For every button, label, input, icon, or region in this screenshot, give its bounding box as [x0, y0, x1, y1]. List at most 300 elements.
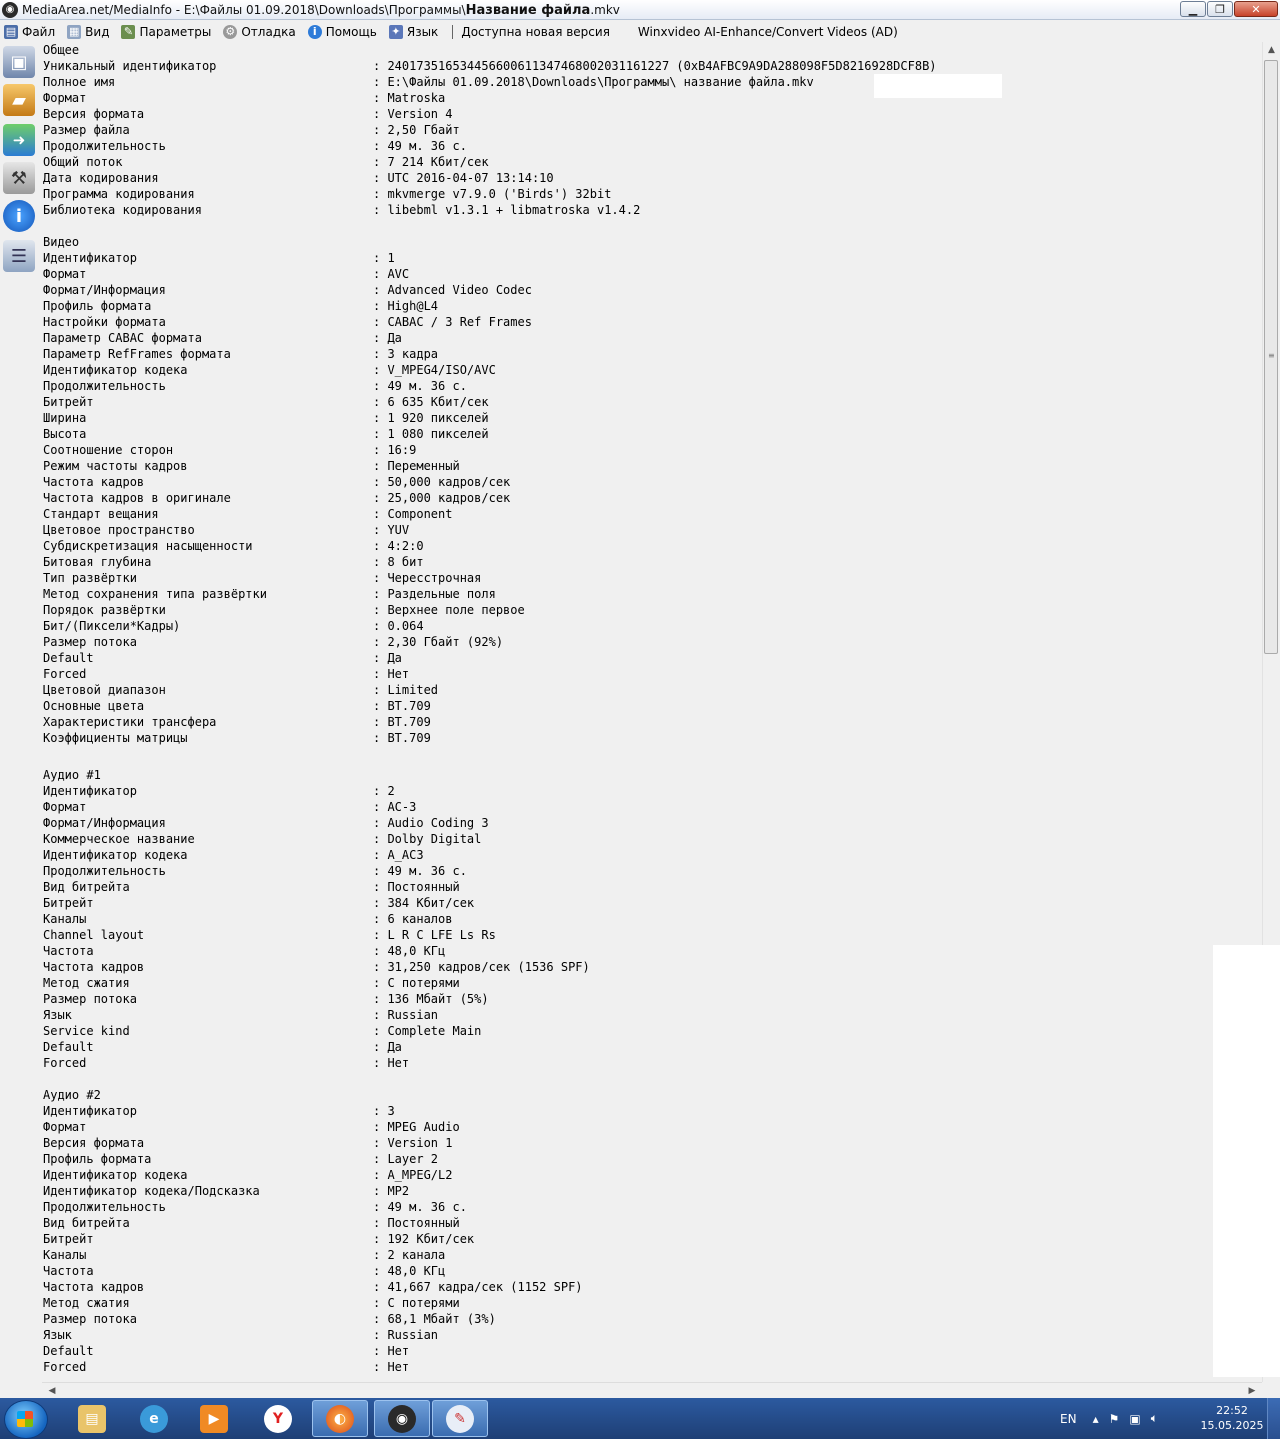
menu-debug[interactable] [223, 25, 295, 39]
info-value: : 192 Кбит/сек [373, 1232, 475, 1246]
info-value: : UTC 2016-04-07 13:14:10 [373, 171, 554, 185]
info-row [42, 362, 1262, 378]
menu-new-version[interactable] [461, 25, 610, 39]
info-value: : Чересстрочная [373, 571, 482, 585]
restore-button[interactable]: ❐ [1207, 1, 1233, 17]
info-row [42, 74, 1262, 90]
info-row [42, 346, 1262, 362]
section-header [42, 42, 1262, 58]
info-key: Параметр RefFrames формата [43, 347, 231, 361]
window-title-ext: .mkv [590, 3, 620, 17]
window-title [22, 3, 620, 18]
info-key: Частота кадров [43, 1280, 145, 1294]
input-language[interactable]: EN [1060, 1411, 1077, 1426]
info-row [42, 1103, 1262, 1119]
tools-icon: ✎ [121, 25, 135, 39]
info-key: Каналы [43, 912, 87, 926]
info-key: Default [43, 651, 94, 665]
info-value: : 48,0 КГц [373, 1264, 446, 1278]
info-row [42, 666, 1262, 682]
info-row [42, 1343, 1262, 1359]
info-row [42, 618, 1262, 634]
info-row [42, 879, 1262, 895]
info-key: Идентификатор [43, 1104, 137, 1118]
info-row [42, 266, 1262, 282]
section-gap [42, 218, 1262, 234]
info-value: : 136 Мбайт (5%) [373, 992, 489, 1006]
info-value: : 50,000 кадров/сек [373, 475, 511, 489]
info-value: : Да [373, 651, 402, 665]
info-row [42, 799, 1262, 815]
info-row [42, 314, 1262, 330]
info-key: Порядок развёртки [43, 603, 166, 617]
info-key: Размер потока [43, 1312, 137, 1326]
info-value: : 0.064 [373, 619, 424, 633]
taskbar-internet-explorer[interactable] [126, 1400, 182, 1437]
export-info-icon[interactable]: ➜ [3, 124, 35, 156]
info-key: Forced [43, 1360, 87, 1374]
info-key: Язык [43, 1008, 72, 1022]
info-value: : mkvmerge v7.9.0 ('Birds') 32bit [373, 187, 612, 201]
info-value: : Dolby Digital [373, 832, 482, 846]
info-row [42, 927, 1262, 943]
info-row [42, 106, 1262, 122]
info-row [42, 1055, 1262, 1071]
info-row [42, 730, 1262, 746]
info-row [42, 1215, 1262, 1231]
info-row [42, 1359, 1262, 1375]
info-row [42, 122, 1262, 138]
info-value: : YUV [373, 523, 410, 537]
info-row [42, 506, 1262, 522]
info-row [42, 474, 1262, 490]
info-value: : MPEG Audio [373, 1120, 460, 1134]
info-value: : 41,667 кадра/сек (1152 SPF) [373, 1280, 583, 1294]
flag-icon[interactable]: ⚑ [1108, 1411, 1120, 1426]
info-key: Частота [43, 944, 94, 958]
show-desktop-button[interactable] [1267, 1398, 1280, 1439]
file-icon: ▤ [5, 25, 17, 38]
window-controls [1179, 1, 1278, 18]
info-value: : CABAC / 3 Ref Frames [373, 315, 532, 329]
paint-icon: ✎ [446, 1405, 474, 1433]
media-info-text[interactable] [42, 42, 1262, 1382]
info-key: Продолжительность [43, 1200, 166, 1214]
info-value: : Раздельные поля [373, 587, 496, 601]
menu-debug-label: Отладка [241, 25, 296, 39]
info-row [42, 410, 1262, 426]
info-row [42, 991, 1262, 1007]
network-icon[interactable]: ▣ [1129, 1411, 1141, 1426]
info-key: Формат/Информация [43, 283, 166, 297]
info-key: Частота кадров [43, 960, 145, 974]
info-row [42, 1023, 1262, 1039]
info-value: : С потерями [373, 976, 460, 990]
info-value: : Нет [373, 1056, 410, 1070]
menu-bar [0, 22, 1280, 42]
info-row [42, 831, 1262, 847]
info-value: : A_AC3 [373, 848, 424, 862]
minimize-button[interactable]: ▁ [1180, 1, 1206, 17]
info-row [42, 783, 1262, 799]
info-value: : Audio Coding 3 [373, 816, 489, 830]
gear-icon: ⚙ [223, 25, 237, 39]
menu-ad[interactable] [638, 25, 898, 39]
info-key: Дата кодирования [43, 171, 159, 185]
info-key: Общий поток [43, 155, 123, 169]
info-key: Формат/Информация [43, 816, 166, 830]
info-row [42, 554, 1262, 570]
info-key: Полное имя [43, 75, 116, 89]
preferences-tools-icon[interactable]: ⚒ [3, 162, 35, 194]
info-key: Default [43, 1344, 94, 1358]
menu-new-version-label: Доступна новая версия [461, 25, 610, 39]
tray-expand-icon[interactable]: ▴ [1092, 1411, 1099, 1426]
info-key: Идентификатор кодека [43, 363, 188, 377]
info-value: : 3 [373, 1104, 395, 1118]
menu-language-label: Язык [406, 25, 439, 39]
menu-preferences[interactable] [121, 25, 211, 39]
info-value: : AVC [373, 267, 410, 281]
clock-time: 22:52 [1216, 1404, 1248, 1417]
window-title-path: MediaArea.net/MediaInfo - E:\Файлы 01.09.2018\Downloads\Программы\ [22, 3, 466, 17]
info-value: : 4:2:0 [373, 539, 424, 553]
info-key: Битрейт [43, 896, 94, 910]
info-row [42, 1295, 1262, 1311]
info-row [42, 442, 1262, 458]
about-info-icon[interactable]: i [3, 200, 35, 232]
horizontal-scrollbar[interactable] [42, 1382, 1262, 1399]
info-key: Стандарт вещания [43, 507, 159, 521]
info-row [42, 1231, 1262, 1247]
info-row [42, 634, 1262, 650]
info-key: Вид битрейта [43, 880, 130, 894]
taskbar-paint[interactable] [432, 1400, 488, 1437]
info-key: Основные цвета [43, 699, 145, 713]
blank-area [1213, 945, 1280, 1377]
info-key: Библиотека кодирования [43, 203, 202, 217]
info-row [42, 682, 1262, 698]
menu-view[interactable] [67, 25, 109, 39]
info-row [42, 538, 1262, 554]
info-value: : Нет [373, 667, 410, 681]
info-key: Цветовой диапазон [43, 683, 166, 697]
info-row [42, 202, 1262, 218]
info-value: : AC-3 [373, 800, 417, 814]
menu-help[interactable] [308, 25, 377, 39]
volume-icon[interactable]: 🔈︎ [1150, 1411, 1158, 1425]
info-key: Коммерческое название [43, 832, 195, 846]
info-value: : С потерями [373, 1296, 460, 1310]
mediainfo-app-icon[interactable]: ◉ [2, 2, 18, 18]
info-value: : 16:9 [373, 443, 417, 457]
info-value: : Постоянный [373, 880, 460, 894]
info-value: : E:\Файлы 01.09.2018\Downloads\Программы\ название файла.mkv [373, 75, 814, 89]
info-value: : A_MPEG/L2 [373, 1168, 453, 1182]
taskbar-media-player[interactable] [186, 1400, 242, 1437]
info-value: : 6 635 Кбит/сек [373, 395, 489, 409]
info-key: Уникальный идентификатор [43, 59, 217, 73]
info-value: : 49 м. 36 с. [373, 864, 467, 878]
info-value: : 7 214 Кбит/сек [373, 155, 489, 169]
info-key: Forced [43, 1056, 87, 1070]
info-key: Соотношение сторон [43, 443, 174, 457]
info-row [42, 1199, 1262, 1215]
info-key: Язык [43, 1328, 72, 1342]
info-row [42, 522, 1262, 538]
info-key: Default [43, 1040, 94, 1054]
scroll-right-arrow-icon[interactable]: ▶ [1248, 1386, 1256, 1396]
info-row [42, 959, 1262, 975]
info-value: : 1 080 пикселей [373, 427, 489, 441]
info-key: Параметр CABAC формата [43, 331, 202, 345]
info-key: Высота [43, 427, 87, 441]
info-key: Настройки формата [43, 315, 166, 329]
info-value: : 49 м. 36 с. [373, 139, 467, 153]
info-key: Размер потока [43, 635, 137, 649]
info-row [42, 282, 1262, 298]
info-key: Формат [43, 91, 87, 105]
info-value: : 2 [373, 784, 395, 798]
info-value: : Переменный [373, 459, 460, 473]
info-icon: i [308, 25, 322, 39]
taskbar-firefox[interactable] [312, 1400, 368, 1437]
section-title: Видео [43, 235, 80, 249]
scroll-up-arrow-icon[interactable]: ▲ [1268, 45, 1275, 55]
info-value: : Да [373, 1040, 402, 1054]
scroll-thumb[interactable] [1264, 60, 1278, 654]
internet-explorer-icon: e [140, 1405, 168, 1433]
info-key: Профиль формата [43, 299, 152, 313]
info-row [42, 1311, 1262, 1327]
info-row [42, 170, 1262, 186]
open-file-icon[interactable]: ▣ [3, 46, 35, 78]
info-key: Продолжительность [43, 139, 166, 153]
info-key: Метод сжатия [43, 976, 130, 990]
info-row [42, 602, 1262, 618]
info-value: : Version 4 [373, 107, 453, 121]
info-row [42, 1039, 1262, 1055]
info-row [42, 650, 1262, 666]
start-button[interactable] [4, 1400, 48, 1439]
info-value: : Russian [373, 1008, 439, 1022]
section-header [42, 767, 1262, 783]
info-key: Профиль формата [43, 1152, 152, 1166]
taskbar-file-explorer[interactable] [64, 1400, 120, 1437]
info-value: : 6 каналов [373, 912, 453, 926]
section-gap [42, 1071, 1262, 1087]
info-lines [42, 42, 1262, 1375]
info-key: Формат [43, 1120, 87, 1134]
info-value: : 49 м. 36 с. [373, 379, 467, 393]
section-title: Общее [43, 43, 80, 57]
info-row [42, 1279, 1262, 1295]
scroll-left-arrow-icon[interactable]: ◀ [48, 1386, 56, 1396]
left-toolbar [0, 42, 40, 1382]
info-value: : BT.709 [373, 699, 431, 713]
info-value: : Да [373, 331, 402, 345]
info-key: Идентификатор кодека/Подсказка [43, 1184, 260, 1198]
info-value: : Version 1 [373, 1136, 453, 1150]
info-key: Service kind [43, 1024, 130, 1038]
info-value: : 1 920 пикселей [373, 411, 489, 425]
info-value: : 68,1 Мбайт (3%) [373, 1312, 496, 1326]
info-value: : L R C LFE Ls Rs [373, 928, 496, 942]
info-row [42, 458, 1262, 474]
info-row [42, 975, 1262, 991]
taskbar [0, 1398, 1280, 1439]
info-value: : Advanced Video Codec [373, 283, 532, 297]
info-key: Битрейт [43, 1232, 94, 1246]
menu-file-label: Файл [22, 25, 56, 39]
title-bar[interactable] [0, 0, 1280, 20]
info-row [42, 863, 1262, 879]
firefox-icon: ◐ [326, 1405, 354, 1433]
file-explorer-icon: ▤ [78, 1405, 106, 1433]
language-icon: ✦ [389, 25, 403, 39]
info-value: : Верхнее поле первое [373, 603, 525, 617]
info-value: : Matroska [373, 91, 446, 105]
section-header [42, 1087, 1262, 1103]
section-title: Аудио #2 [43, 1088, 101, 1102]
info-value: : 8 бит [373, 555, 424, 569]
info-value: : 48,0 КГц [373, 944, 446, 958]
section-header [42, 234, 1262, 250]
info-value: : 49 м. 36 с. [373, 1200, 467, 1214]
info-key: Ширина [43, 411, 87, 425]
scroll-grip-icon: ≡ [1268, 351, 1275, 360]
info-row [42, 698, 1262, 714]
info-row [42, 1183, 1262, 1199]
info-key: Частота кадров [43, 475, 145, 489]
info-row [42, 1007, 1262, 1023]
media-player-icon: ▶ [200, 1405, 228, 1433]
info-key: Продолжительность [43, 864, 166, 878]
info-key: Режим частоты кадров [43, 459, 188, 473]
info-value: : Постоянный [373, 1216, 460, 1230]
info-row [42, 378, 1262, 394]
info-key: Channel layout [43, 928, 145, 942]
info-value: : 2,30 Гбайт (92%) [373, 635, 504, 649]
info-value: : Component [373, 507, 453, 521]
info-key: Размер потока [43, 992, 137, 1006]
info-value: : Limited [373, 683, 439, 697]
info-key: Коэффициенты матрицы [43, 731, 188, 745]
clock-date: 15.05.2025 [1200, 1419, 1264, 1432]
menu-help-label: Помощь [325, 25, 377, 39]
close-button[interactable]: ✕ [1234, 1, 1278, 17]
info-key: Идентификатор [43, 784, 137, 798]
info-row [42, 911, 1262, 927]
menu-separator [452, 25, 453, 39]
redacted-area [874, 74, 1002, 98]
info-row [42, 1167, 1262, 1183]
menu-view-label: Вид [85, 25, 110, 39]
menu-language[interactable] [389, 25, 438, 39]
menu-preferences-label: Параметры [139, 25, 212, 39]
info-key: Частота [43, 1264, 94, 1278]
info-value: : 25,000 кадров/сек [373, 491, 511, 505]
info-key: Тип развёртки [43, 571, 137, 585]
info-key: Программа кодирования [43, 187, 195, 201]
info-value: : MP2 [373, 1184, 410, 1198]
info-row [42, 154, 1262, 170]
info-row [42, 394, 1262, 410]
info-row [42, 895, 1262, 911]
info-key: Формат [43, 267, 87, 281]
clock[interactable] [1196, 1403, 1268, 1433]
info-value: : Нет [373, 1344, 410, 1358]
mediainfo-icon: ◉ [388, 1405, 416, 1433]
info-row [42, 250, 1262, 266]
open-folder-icon[interactable]: ▰ [3, 84, 35, 116]
info-key: Субдискретизация насыщенности [43, 539, 253, 553]
info-key: Идентификатор кодека [43, 848, 188, 862]
yandex-browser-icon: Y [264, 1405, 292, 1433]
info-key: Битовая глубина [43, 555, 152, 569]
menu-ad-label: Winxvideo AI-Enhance/Convert Videos (AD) [637, 25, 898, 39]
info-row [42, 714, 1262, 730]
view-icon: ▦ [68, 25, 80, 38]
file-list-icon[interactable]: ☰ [3, 240, 35, 272]
info-row [42, 847, 1262, 863]
info-key: Метод сохранения типа развёртки [43, 587, 267, 601]
info-row [42, 1119, 1262, 1135]
info-row [42, 490, 1262, 506]
info-key: Идентификатор кодека [43, 1168, 188, 1182]
info-key: Размер файла [43, 123, 130, 137]
info-row [42, 186, 1262, 202]
info-row [42, 1263, 1262, 1279]
info-value: : Complete Main [373, 1024, 482, 1038]
info-key: Формат [43, 800, 87, 814]
info-value: : BT.709 [373, 731, 431, 745]
info-value: : Layer 2 [373, 1152, 439, 1166]
info-key: Версия формата [43, 1136, 145, 1150]
info-value: : V_MPEG4/ISO/AVC [373, 363, 496, 377]
window-title-filename: Название файла [465, 3, 591, 18]
info-row [42, 1151, 1262, 1167]
info-key: Битрейт [43, 395, 94, 409]
info-value: : High@L4 [373, 299, 439, 313]
info-value: : 31,250 кадров/сек (1536 SPF) [373, 960, 590, 974]
info-value: : libebml v1.3.1 + libmatroska v1.4.2 [373, 203, 641, 217]
taskbar-yandex-browser[interactable] [250, 1400, 306, 1437]
info-row [42, 298, 1262, 314]
info-key: Вид битрейта [43, 1216, 130, 1230]
info-row [42, 1247, 1262, 1263]
info-key: Каналы [43, 1248, 87, 1262]
info-row [42, 1327, 1262, 1343]
menu-file[interactable] [4, 25, 55, 39]
info-key: Характеристики трансфера [43, 715, 217, 729]
info-row [42, 138, 1262, 154]
info-row [42, 943, 1262, 959]
section-gap [42, 746, 1262, 767]
info-value: : 240173516534456600611347468002031161227 (0xB4AFBC9A9DA288098F5D8216928DCF8B) [373, 59, 937, 73]
system-tray [1060, 1398, 1168, 1439]
info-row [42, 90, 1262, 106]
section-title: Аудио #1 [43, 768, 101, 782]
info-value: : 2,50 Гбайт [373, 123, 460, 137]
taskbar-mediainfo[interactable] [374, 1400, 430, 1437]
info-value: : 384 Кбит/сек [373, 896, 475, 910]
info-value: : BT.709 [373, 715, 431, 729]
info-row [42, 815, 1262, 831]
info-value: : 1 [373, 251, 395, 265]
info-value: : Russian [373, 1328, 439, 1342]
info-key: Forced [43, 667, 87, 681]
